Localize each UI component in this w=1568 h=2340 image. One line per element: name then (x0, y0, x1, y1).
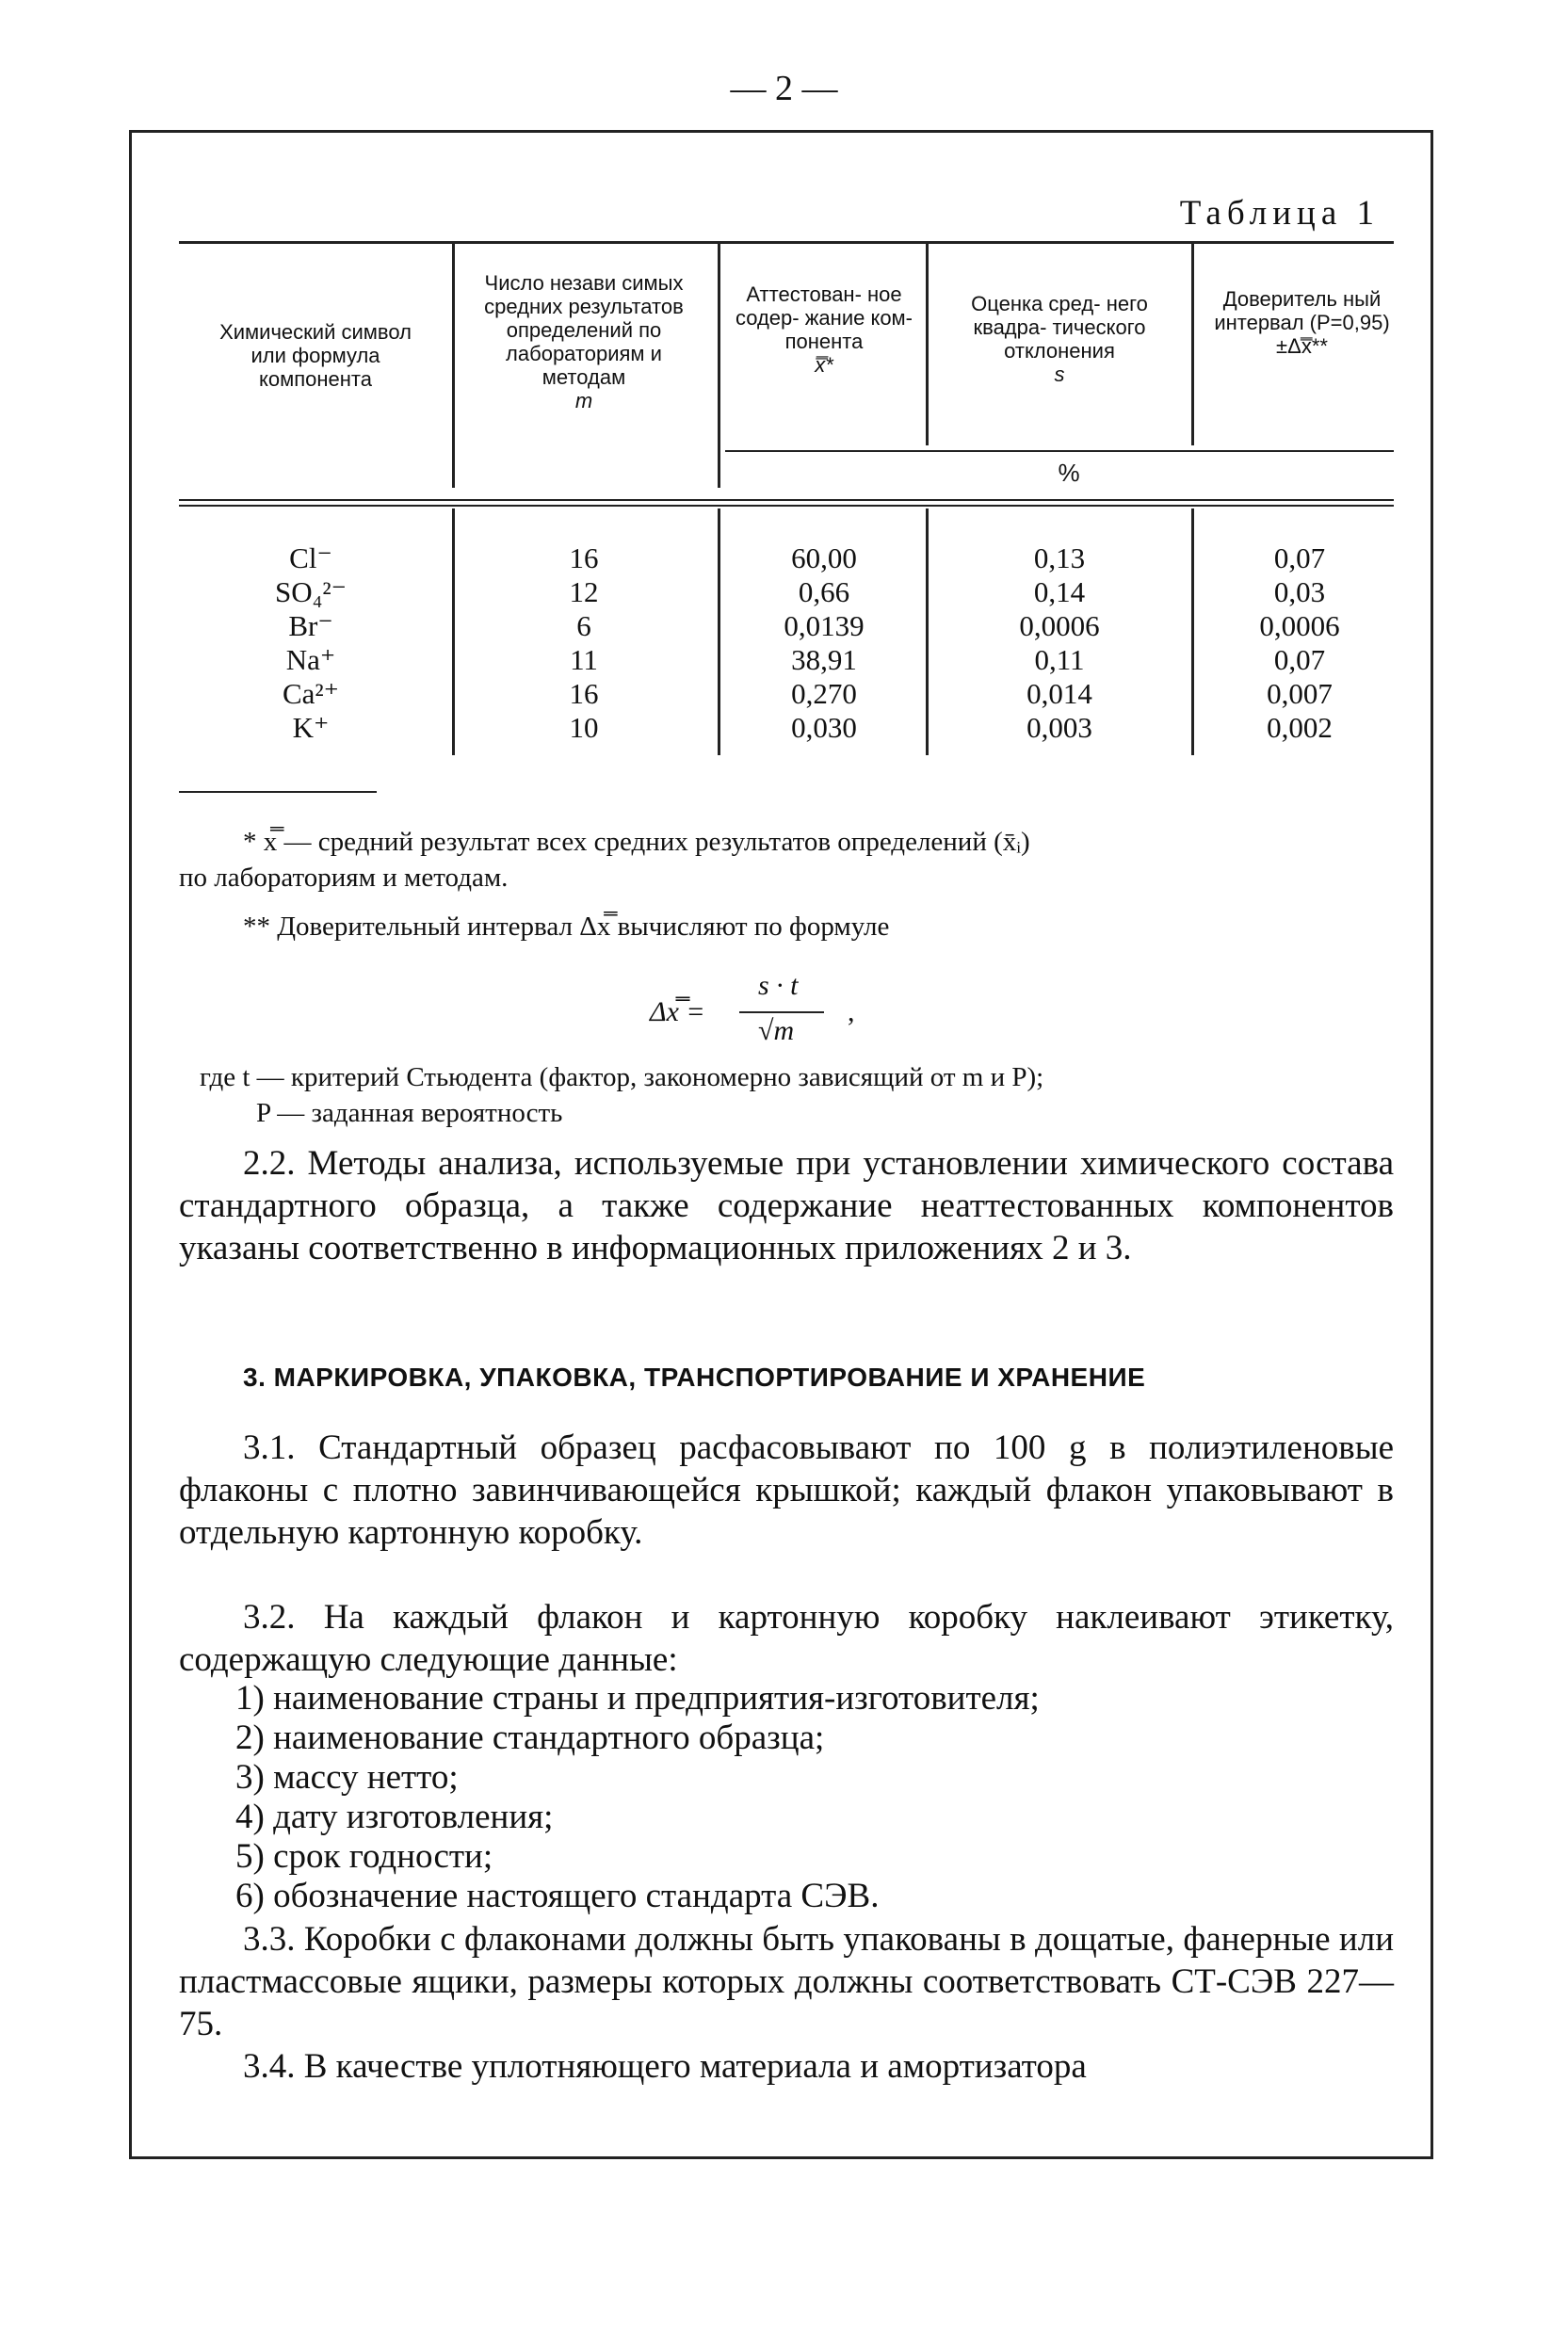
header-deviation (937, 292, 1182, 386)
column-component (217, 541, 405, 745)
footnote-2: ** Доверительный интервал Δx̿ вычисляют по формуле (243, 912, 890, 942)
header-interval-text: Доверитель ный интервал (P=0,95) (1214, 287, 1390, 334)
table-cell: 0,014 (1026, 677, 1092, 710)
table-cell: Ca²⁺ (282, 677, 340, 710)
list-item: 1) наименование страны и предприятия-изготовителя; (235, 1679, 1040, 1718)
table-cell: 0,11 (1034, 643, 1085, 676)
table-cell: K⁺ (292, 711, 330, 744)
table-cell: 0,03 (1273, 575, 1326, 608)
column-certified (744, 541, 904, 745)
formula-comma: , (848, 996, 855, 1027)
table-header-rule-2 (179, 505, 1394, 507)
table-vline (1191, 243, 1194, 445)
header-count-text: Число незави симых средних результатов определений по лабораториям и методам (484, 271, 684, 389)
table-vline (926, 243, 929, 445)
column-count (499, 541, 669, 745)
table-vline (1191, 508, 1194, 755)
table-vline (718, 243, 720, 488)
table-cell: Cl⁻ (289, 541, 332, 574)
table-cell: 6 (576, 609, 591, 642)
header-interval-symbol: ±Δx̿** (1276, 334, 1328, 358)
unit-label: % (1058, 459, 1080, 487)
table-caption: Таблица 1 (1179, 194, 1380, 233)
list-item: 3) массу нетто; (235, 1758, 459, 1797)
paragraph-3-2-text: 3.2. На каждый флакон и картонную коробку наклеивают этикетку, содержащую следующие данные: (179, 1598, 1394, 1679)
label-data-list (179, 1679, 1040, 1916)
table-vline (718, 508, 720, 755)
table-cell: 10 (569, 711, 599, 744)
table-cell: 0,0006 (1259, 609, 1340, 642)
table-cell: 0,13 (1033, 541, 1086, 574)
column-deviation (979, 541, 1140, 745)
header-component: Химический символ или формула компонента (219, 320, 412, 391)
table-cell: 0,07 (1273, 643, 1326, 676)
where-line-2: P — заданная вероятность (256, 1098, 563, 1128)
header-deviation-symbol: s (1054, 363, 1065, 386)
table-cell: 0,030 (791, 711, 857, 744)
table-cell: 16 (569, 541, 599, 574)
paragraph-3-3-text: 3.3. Коробки с флаконами должны быть упакованы в дощатые, фанерные или пластмассовые ящики, размеры которых должны соответствовать СТ-СЭВ 227—75. (179, 1920, 1394, 2043)
header-deviation-text: Оценка сред- него квадра- тического отклонения (971, 292, 1148, 363)
paragraph-3-2 (179, 1596, 1394, 1681)
header-certified-symbol: x̿* (815, 353, 833, 377)
table-vline (452, 243, 455, 488)
table-cell: Na⁺ (285, 643, 336, 676)
formula (650, 970, 895, 1055)
list-item: 5) срок годности; (235, 1837, 493, 1876)
paragraph-3-1-text: 3.1. Стандартный образец расфасовывают по 100 g в полиэтиленовые флаконы с плотно завинчивающейся крышкой; каждый флакон упаковывают в отдельную картонную коробку. (179, 1428, 1394, 1552)
paragraph-2-2-text: 2.2. Методы анализа, используемые при установлении химического состава стандартного образца, а также содержание неаттестованных компонентов указаны соответственно в информационных приложениях 2 и 3. (179, 1144, 1394, 1267)
table-cell: 0,003 (1026, 711, 1092, 744)
header-count (461, 271, 706, 412)
section-3-heading: 3. МАРКИРОВКА, УПАКОВКА, ТРАНСПОРТИРОВАНИЕ И ХРАНЕНИЕ (243, 1363, 1146, 1392)
table-cell: 11 (570, 643, 598, 676)
table-header-rule (179, 499, 1394, 501)
table-vline (926, 508, 929, 755)
header-count-symbol: m (574, 389, 593, 412)
header-interval (1201, 287, 1403, 358)
page-number: — 2 — (730, 69, 838, 108)
list-item: 4) дату изготовления; (235, 1798, 554, 1836)
table-cell: SO₄²⁻ (274, 575, 348, 608)
table-cell: 0,002 (1267, 711, 1333, 744)
table-cell: 0,14 (1033, 575, 1086, 608)
list-item: 6) обозначение настоящего стандарта СЭВ. (235, 1877, 880, 1915)
column-interval (1215, 541, 1384, 745)
table-cell: 0,0006 (1019, 609, 1100, 642)
footnote-1-line-1: * x̿ — средний результат всех средних результатов определений (x̄ᵢ) (243, 827, 1030, 857)
table-cell: 0,270 (791, 677, 857, 710)
table-top-rule (179, 241, 1394, 244)
paragraph-3-4-text: 3.4. В качестве уплотняющего материала и амортизатора (243, 2047, 1087, 2086)
formula-denominator: √m (758, 1015, 795, 1046)
table-vline (452, 508, 455, 755)
table-cell: 0,007 (1267, 677, 1333, 710)
formula-numerator: s · t (758, 970, 799, 1001)
unit-rule (725, 450, 1394, 452)
header-certified-text: Аттестован- ное содер- жание ком- понента (735, 282, 913, 353)
table-cell: Br⁻ (288, 609, 333, 642)
table-cell: 60,00 (791, 541, 857, 574)
table-cell: 0,0139 (784, 609, 865, 642)
formula-fraction-bar (739, 1011, 824, 1013)
table-cell: 38,91 (791, 643, 857, 676)
formula-lhs: Δx̿ = (650, 996, 705, 1027)
table-cell: 16 (569, 677, 599, 710)
paragraph-3-3 (179, 1918, 1394, 2045)
table-cell: 0,66 (798, 575, 850, 608)
header-certified (730, 282, 918, 377)
table-cell: 0,07 (1273, 541, 1326, 574)
footnote-rule (179, 791, 377, 793)
list-item: 2) наименование стандартного образца; (235, 1719, 825, 1757)
where-line-1: где t — критерий Стьюдента (фактор, закономерно зависящий от m и P); (200, 1062, 1044, 1092)
paragraph-2-2 (179, 1142, 1394, 1269)
paragraph-3-4 (179, 2045, 1394, 2088)
footnote-1-line-2: по лабораториям и методам. (179, 863, 509, 893)
paragraph-3-1 (179, 1427, 1394, 1554)
table-cell: 12 (569, 575, 599, 608)
